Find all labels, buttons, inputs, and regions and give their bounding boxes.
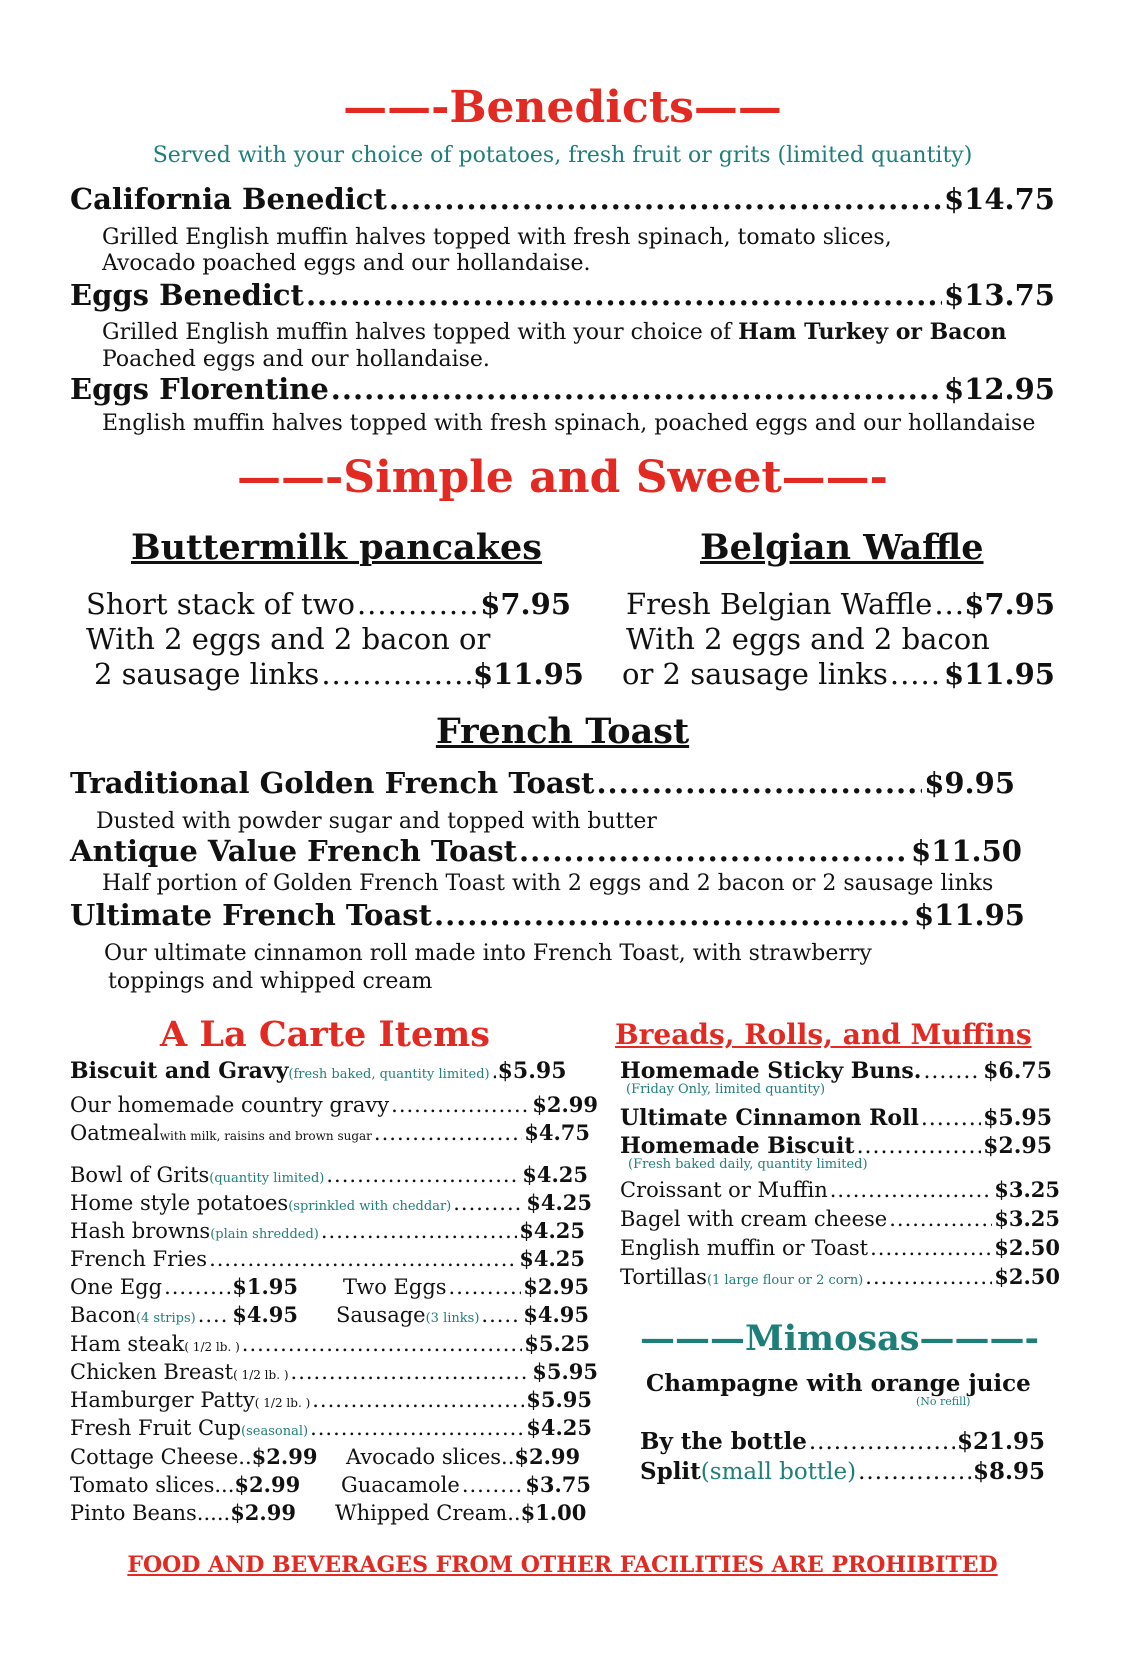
item-description: Avocado poached eggs and our hollandaise. bbox=[102, 251, 591, 276]
item-name: Short stack of two bbox=[86, 587, 355, 621]
breads-bagel bbox=[620, 1206, 1060, 1231]
a-la-carte-patty bbox=[70, 1387, 592, 1412]
item-price: $4.25 bbox=[519, 1246, 585, 1271]
item-name: Avocado slices.. bbox=[346, 1445, 515, 1469]
a-la-carte-oatmeal bbox=[70, 1120, 590, 1145]
item-price: $2.99 bbox=[234, 1472, 301, 1497]
item-name: One Egg bbox=[70, 1275, 163, 1299]
item-price: $11.95 bbox=[473, 657, 584, 691]
a-la-carte-tomato bbox=[70, 1472, 300, 1497]
item-price: $7.95 bbox=[480, 587, 571, 621]
item-price: $2.99 bbox=[251, 1444, 318, 1469]
item-name: Homemade Sticky Buns. bbox=[620, 1058, 922, 1084]
a-la-carte-potatoes bbox=[70, 1190, 592, 1215]
a-la-carte-heading: A La Carte Items bbox=[160, 1014, 490, 1055]
a-la-carte-guacamole bbox=[341, 1472, 591, 1497]
item-name: Pinto Beans..... bbox=[70, 1501, 231, 1525]
a-la-carte-pinto-beans bbox=[70, 1500, 296, 1525]
item-price: $2.95 bbox=[983, 1133, 1052, 1159]
a-la-carte-two-eggs bbox=[343, 1274, 589, 1299]
item-note: (4 strips) bbox=[135, 1311, 196, 1326]
item-price: $9.95 bbox=[924, 766, 1015, 800]
item-price: $5.95 bbox=[983, 1105, 1052, 1131]
item-price: $2.50 bbox=[994, 1235, 1060, 1260]
item-note: (fresh baked, quantity limited) bbox=[288, 1067, 490, 1082]
item-price: $5.25 bbox=[524, 1331, 590, 1356]
item-name: English muffin or Toast bbox=[620, 1236, 869, 1260]
item-description: Half portion of Golden French Toast with 2 eggs and 2 bacon or 2 sausage links bbox=[102, 871, 994, 896]
pancakes-line: With 2 eggs and 2 bacon or bbox=[86, 622, 491, 656]
item-name: Eggs Benedict bbox=[70, 278, 304, 312]
item-price: $2.99 bbox=[514, 1444, 581, 1469]
item-note: ( 1/2 lb. ) bbox=[184, 1340, 240, 1354]
item-name: Antique Value French Toast bbox=[70, 834, 518, 868]
item-note: (3 links) bbox=[425, 1311, 480, 1326]
a-la-carte-chicken bbox=[70, 1359, 598, 1384]
pancakes-short-stack bbox=[86, 587, 571, 621]
a-la-carte-sausage bbox=[336, 1302, 589, 1327]
item-name: Split bbox=[640, 1458, 701, 1485]
menu-item-eggs-benedict bbox=[70, 278, 1055, 312]
item-name: Hamburger Patty bbox=[70, 1388, 255, 1412]
waffle-heading: Belgian Waffle bbox=[700, 527, 984, 568]
mimosas-subtitle: Champagne with orange juice bbox=[646, 1370, 1031, 1397]
pancakes-with-eggs bbox=[94, 657, 584, 691]
a-la-carte-fruit-cup bbox=[70, 1415, 592, 1440]
simple-sweet-title: ——-Simple and Sweet——- bbox=[237, 452, 888, 503]
item-name: Bagel with cream cheese bbox=[620, 1207, 888, 1231]
item-note: (small bottle) bbox=[700, 1459, 857, 1485]
a-la-carte-cottage-cheese bbox=[70, 1444, 317, 1469]
item-note: ( 1/2 lb. ) bbox=[233, 1368, 289, 1382]
no-refill-note: (No refill) bbox=[916, 1395, 971, 1408]
item-description: toppings and whipped cream bbox=[108, 969, 433, 994]
menu-item-california-benedict bbox=[70, 182, 1055, 216]
item-name: Chicken Breast bbox=[70, 1360, 234, 1384]
item-price: $21.95 bbox=[956, 1428, 1045, 1455]
item-price: $8.95 bbox=[972, 1458, 1045, 1485]
benedicts-title: ——-Benedicts—— bbox=[343, 82, 782, 133]
item-name: Fresh Fruit Cup bbox=[70, 1416, 242, 1440]
item-note: (plain shredded) bbox=[210, 1227, 319, 1242]
item-name: Tortillas bbox=[620, 1265, 707, 1289]
item-description: Grilled English muffin halves topped with fresh spinach, tomato slices, bbox=[102, 225, 892, 250]
item-name: Our homemade country gravy bbox=[70, 1093, 390, 1117]
item-name: Hash browns bbox=[70, 1219, 211, 1243]
a-la-carte-gravy bbox=[70, 1092, 598, 1117]
item-name: Homemade Biscuit bbox=[620, 1133, 855, 1159]
menu-item-traditional-french-toast bbox=[70, 766, 1015, 800]
a-la-carte-biscuit bbox=[70, 1058, 598, 1084]
item-price: $3.75 bbox=[525, 1472, 591, 1497]
item-price: $4.95 bbox=[232, 1302, 298, 1327]
item-name: Eggs Florentine bbox=[70, 372, 329, 406]
breads-sticky-buns bbox=[620, 1058, 1052, 1084]
item-description bbox=[102, 318, 1007, 347]
item-price: $5.95 bbox=[497, 1058, 567, 1084]
breads-heading: Breads, Rolls, and Muffins bbox=[615, 1018, 1032, 1051]
item-price: $11.50 bbox=[911, 834, 1022, 868]
item-name: Cottage Cheese.. bbox=[70, 1445, 252, 1469]
item-name: Croissant or Muffin bbox=[620, 1178, 828, 1202]
waffle-with-eggs bbox=[622, 657, 1055, 691]
mimosas-split bbox=[640, 1458, 1045, 1485]
item-price: $11.95 bbox=[914, 898, 1025, 932]
item-name: or 2 sausage links bbox=[622, 657, 888, 691]
french-toast-heading: French Toast bbox=[435, 711, 690, 752]
waffle-fresh bbox=[626, 587, 1055, 621]
item-name: Ultimate French Toast bbox=[70, 898, 432, 932]
item-price: $4.25 bbox=[519, 1218, 585, 1243]
breads-biscuit bbox=[620, 1133, 1052, 1159]
a-la-carte-hash-browns bbox=[70, 1218, 585, 1243]
item-name: Home style potatoes bbox=[70, 1191, 289, 1215]
waffle-line: With 2 eggs and 2 bacon bbox=[626, 622, 990, 656]
a-la-carte-one-egg bbox=[70, 1274, 298, 1299]
description-text: Grilled English muffin halves topped with your choice of bbox=[102, 320, 739, 345]
a-la-carte-grits bbox=[70, 1162, 588, 1187]
menu-item-antique-value-french-toast bbox=[70, 834, 1022, 868]
item-price: $14.75 bbox=[944, 182, 1055, 216]
item-price: $4.75 bbox=[524, 1120, 590, 1145]
item-price: $1.95 bbox=[232, 1274, 298, 1299]
item-note: (quantity limited) bbox=[209, 1171, 325, 1186]
item-price: $13.75 bbox=[944, 278, 1055, 312]
item-price: $1.00 bbox=[520, 1500, 587, 1525]
item-price: $11.95 bbox=[944, 657, 1055, 691]
item-name: French Fries bbox=[70, 1247, 208, 1271]
item-note: (Fresh baked daily, quantity limited) bbox=[628, 1157, 868, 1172]
item-note: (sprinkled with cheddar) bbox=[288, 1199, 452, 1214]
item-name: Ultimate Cinnamon Roll bbox=[620, 1105, 919, 1131]
a-la-carte-bacon bbox=[70, 1302, 298, 1327]
item-price: $4.25 bbox=[526, 1415, 592, 1440]
item-description: Dusted with powder sugar and topped with butter bbox=[96, 809, 657, 834]
item-name: Whipped Cream.. bbox=[335, 1501, 521, 1525]
item-price: $6.75 bbox=[983, 1058, 1052, 1084]
item-name: By the bottle bbox=[640, 1428, 807, 1455]
item-name: Sausage bbox=[336, 1303, 426, 1327]
item-price: $2.95 bbox=[523, 1274, 589, 1299]
item-name: Biscuit and Gravy bbox=[70, 1058, 289, 1084]
item-price: $5.95 bbox=[526, 1387, 592, 1412]
item-price: $4.25 bbox=[526, 1190, 592, 1215]
item-price: $4.25 bbox=[522, 1162, 588, 1187]
breads-croissant bbox=[620, 1177, 1060, 1202]
item-price: $5.95 bbox=[532, 1359, 598, 1384]
breads-cinnamon-roll bbox=[620, 1105, 1052, 1131]
mimosas-heading: ———Mimosas———- bbox=[640, 1318, 1040, 1359]
prohibited-notice: FOOD AND BEVERAGES FROM OTHER FACILITIES ARE PROHIBITED bbox=[127, 1552, 998, 1578]
pancakes-heading: Buttermilk pancakes bbox=[131, 527, 542, 568]
a-la-carte-whipped-cream bbox=[335, 1500, 586, 1525]
item-price: $4.95 bbox=[523, 1302, 589, 1327]
item-name: Ham steak bbox=[70, 1332, 185, 1356]
item-name: Fresh Belgian Waffle bbox=[626, 587, 933, 621]
item-name: Bacon bbox=[70, 1303, 136, 1327]
item-name: California Benedict bbox=[70, 182, 387, 216]
item-name: Bowl of Grits bbox=[70, 1163, 210, 1187]
breads-english-muffin bbox=[620, 1235, 1060, 1260]
a-la-carte-fries bbox=[70, 1246, 585, 1271]
item-price: $2.99 bbox=[532, 1092, 598, 1117]
item-name: Traditional Golden French Toast bbox=[70, 766, 595, 800]
mimosas-bottle bbox=[640, 1428, 1045, 1455]
menu-item-ultimate-french-toast bbox=[70, 898, 1025, 932]
item-price: $2.99 bbox=[230, 1500, 296, 1525]
item-price: $3.25 bbox=[994, 1177, 1060, 1202]
a-la-carte-ham bbox=[70, 1331, 590, 1356]
item-description: Poached eggs and our hollandaise. bbox=[102, 347, 490, 372]
item-price: $2.50 bbox=[994, 1264, 1060, 1289]
item-name: Guacamole bbox=[341, 1473, 460, 1497]
item-description: English muffin halves topped with fresh spinach, poached eggs and our hollandaise bbox=[102, 411, 1036, 436]
item-price: $12.95 bbox=[944, 372, 1055, 406]
item-note: ( 1/2 lb. ) bbox=[254, 1396, 311, 1410]
a-la-carte-avocado bbox=[346, 1444, 580, 1469]
item-name: Tomato slices... bbox=[70, 1473, 235, 1497]
item-note: with milk, raisins and brown sugar bbox=[159, 1129, 372, 1143]
item-note: (seasonal) bbox=[241, 1424, 309, 1439]
breads-tortillas bbox=[620, 1264, 1060, 1289]
item-name: Two Eggs bbox=[343, 1275, 447, 1299]
menu-item-eggs-florentine bbox=[70, 372, 1055, 406]
description-bold: Ham Turkey or Bacon bbox=[738, 319, 1007, 345]
item-name: Oatmeal bbox=[70, 1121, 160, 1145]
item-price: $3.25 bbox=[994, 1206, 1060, 1231]
item-note: (1 large flour or 2 corn) bbox=[706, 1273, 864, 1288]
item-price: $7.95 bbox=[964, 587, 1055, 621]
benedicts-subtitle: Served with your choice of potatoes, fresh fruit or grits (limited quantity) bbox=[152, 143, 973, 168]
item-note: (Friday Only, limited quantity) bbox=[626, 1082, 826, 1097]
item-description: Our ultimate cinnamon roll made into French Toast, with strawberry bbox=[104, 941, 872, 966]
item-name: 2 sausage links bbox=[94, 657, 320, 691]
